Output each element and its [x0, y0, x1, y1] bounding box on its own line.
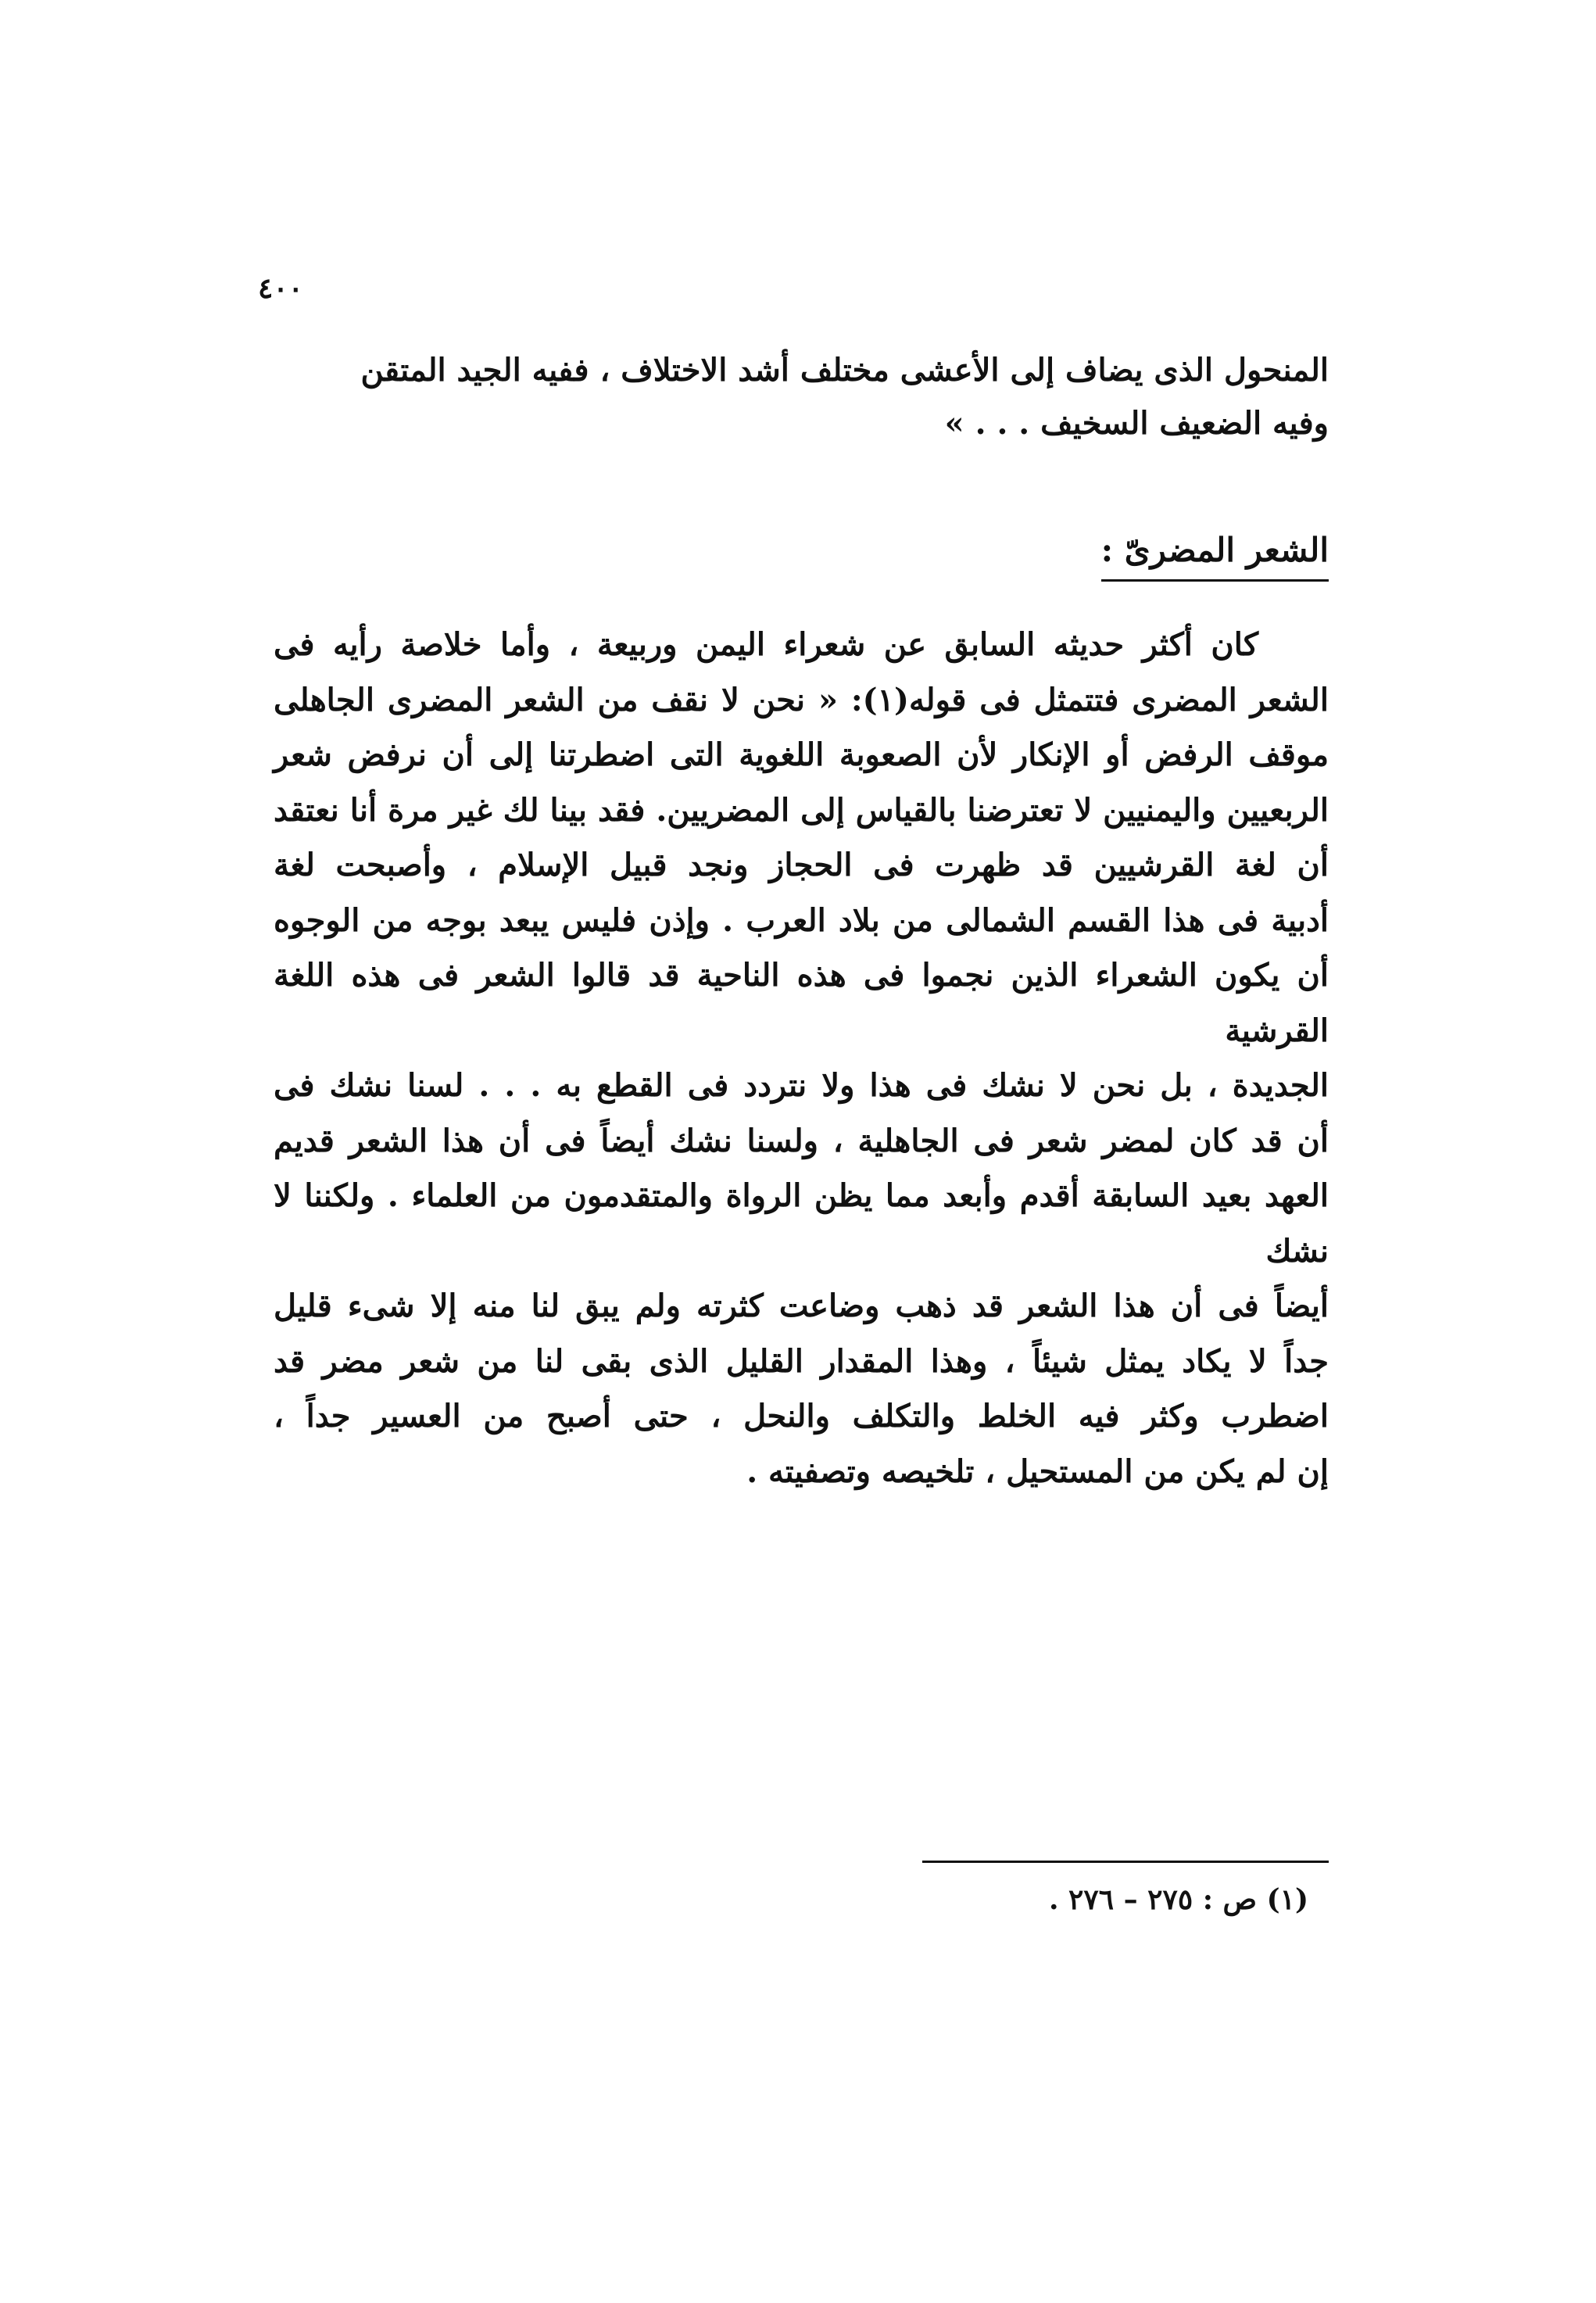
- text-line: جداً لا يكاد يمثل شيئاً ، وهذا المقدار القليل الذى بقى لنا من شعر مضر قد: [274, 1342, 1329, 1380]
- footnote: (١) ص : ٢٧٥ – ٢٧٦ .: [1048, 1883, 1308, 1916]
- text-line: أدبية فى هذا القسم الشمالى من بلاد العرب . وإذن فليس يبعد بوجه من الوجوه: [274, 901, 1329, 939]
- section-heading-text: الشعر المضرىّ :: [1100, 531, 1329, 569]
- text-line: أن لغة القرشيين قد ظهرت فى الحجاز ونجد قبيل الإسلام ، وأصبحت لغة: [274, 847, 1329, 883]
- text-line: الشعر المضرى فتتمثل فى قوله(١): « نحن لا نقف من الشعر المضرى الجاهلى: [274, 681, 1329, 718]
- footnote-separator: [922, 1861, 1329, 1863]
- text-line: كان أكثر حديثه السابق عن شعراء اليمن وربيعة ، وأما خلاصة رأيه فى: [274, 626, 1258, 663]
- text-line: العهد بعيد السابقة أقدم وأبعد مما يظن الرواة والمتقدمون من العلماء . ولكننا لا نشك: [274, 1177, 1329, 1270]
- page-number: ٤٠٠: [258, 272, 304, 305]
- section-heading: [1101, 524, 1329, 577]
- text-line: موقف الرفض أو الإنكار لأن الصعوبة اللغوية التى اضطرتنا إلى أن نرفض شعر: [274, 736, 1329, 773]
- text-line: المنحول الذى يضاف إلى الأعشى مختلف أشد الاختلاف ، ففيه الجيد المتقن: [360, 352, 1329, 389]
- continued-paragraph: [274, 344, 1329, 450]
- text-line: أيضاً فى أن هذا الشعر قد ذهب وضاعت كثرته ولم يبق لنا منه إلا شىء قليل: [274, 1288, 1329, 1324]
- text-line: الجديدة ، بل نحن لا نشك فى هذا ولا نتردد فى القطع به . . . لسنا نشك فى: [274, 1067, 1329, 1104]
- body-paragraph: [274, 618, 1329, 1499]
- text-line: إن لم يكن من المستحيل ، تلخيصه وتصفيته .: [746, 1452, 1329, 1490]
- heading-underline: [1101, 579, 1329, 582]
- text-line: الربعيين واليمنيين لا تعترضنا بالقياس إلى المضريين. فقد بينا لك غير مرة أنا نعتقد: [274, 791, 1329, 829]
- text-line: اضطرب وكثر فيه الخلط والتكلف والنحل ، حتى أصبح من العسير جداً ،: [274, 1398, 1329, 1434]
- text-line: أن يكون الشعراء الذين نجموا فى هذه الناحية قد قالوا الشعر فى هذه اللغة القرشية: [274, 957, 1329, 1049]
- text-line: وفيه الضعيف السخيف . . . »: [944, 405, 1329, 442]
- text-line: أن قد كان لمضر شعر فى الجاهلية ، ولسنا نشك أيضاً فى أن هذا الشعر قديم: [274, 1122, 1329, 1159]
